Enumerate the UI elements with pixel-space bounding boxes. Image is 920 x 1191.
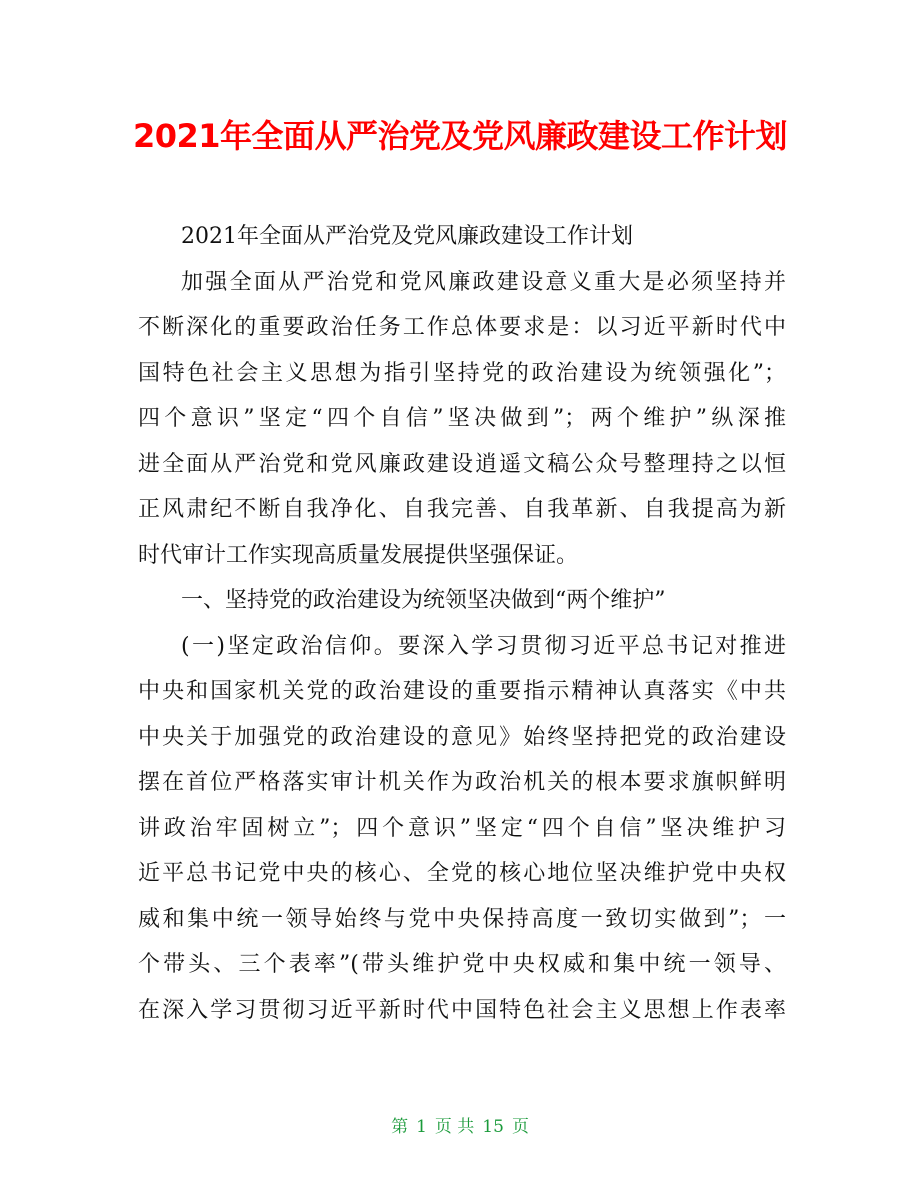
document-title: 2021年全面从严治党及党风廉政建设工作计划: [132, 117, 788, 155]
page-footer: [0, 1112, 920, 1137]
text-line: 个带头、三个表率”(带头维护党中央权威和集中统一领导、: [138, 952, 786, 977]
text-line: 国特色社会主义思想为指引坚持党的政治建设为统领强化”；: [138, 360, 786, 386]
text-line: 正风肃纪不断自我净化、自我完善、自我革新、自我提高为新: [138, 497, 786, 522]
document-body: [138, 214, 786, 1033]
text-line: 讲政治牢固树立”；四个意识”坚定“四个自信”坚决维护习: [138, 815, 786, 841]
text-line: 威和集中统一领导始终与党中央保持高度一致切实做到”；一: [138, 906, 786, 932]
text-line: 不断深化的重要政治任务工作总体要求是：以习近平新时代中: [138, 315, 786, 340]
footer-suffix: 页: [511, 1117, 529, 1137]
text-line: (一)坚定政治信仰。要深入学习贯彻习近平总书记对推进: [181, 633, 786, 659]
text-line: 2021年全面从严治党及党风廉政建设工作计划: [181, 224, 633, 249]
footer-middle: 页 共: [434, 1117, 475, 1137]
section-heading: 一、坚持党的政治建设为统领坚决做到“两个维护”: [181, 588, 666, 613]
text-line: 进全面从严治党和党风廉政建设逍遥文稿公众号整理持之以恒: [138, 451, 786, 477]
text-line: 中央和国家机关党的政治建设的重要指示精神认真落实《中共: [138, 679, 786, 704]
footer-total-pages: 15: [482, 1117, 504, 1137]
text-line: 时代审计工作实现高质量发展提供坚强保证。: [138, 542, 579, 568]
text-line: 近平总书记党中央的核心、全党的核心地位坚决维护党中央权: [138, 861, 786, 886]
text-line: 四个意识”坚定“四个自信”坚决做到”；两个维护”纵深推: [138, 406, 786, 431]
text-line: 中央关于加强党的政治建设的意见》始终坚持把党的政治建设: [138, 724, 786, 750]
footer-prefix: 第: [391, 1117, 409, 1137]
text-line: 摆在首位严格落实审计机关作为政治机关的根本要求旗帜鲜明: [138, 770, 786, 795]
text-line: 加强全面从严治党和党风廉政建设意义重大是必须坚持并: [181, 269, 786, 295]
footer-page-number: 1: [416, 1117, 427, 1137]
text-line: 在深入学习贯彻习近平新时代中国特色社会主义思想上作表率: [138, 997, 786, 1023]
